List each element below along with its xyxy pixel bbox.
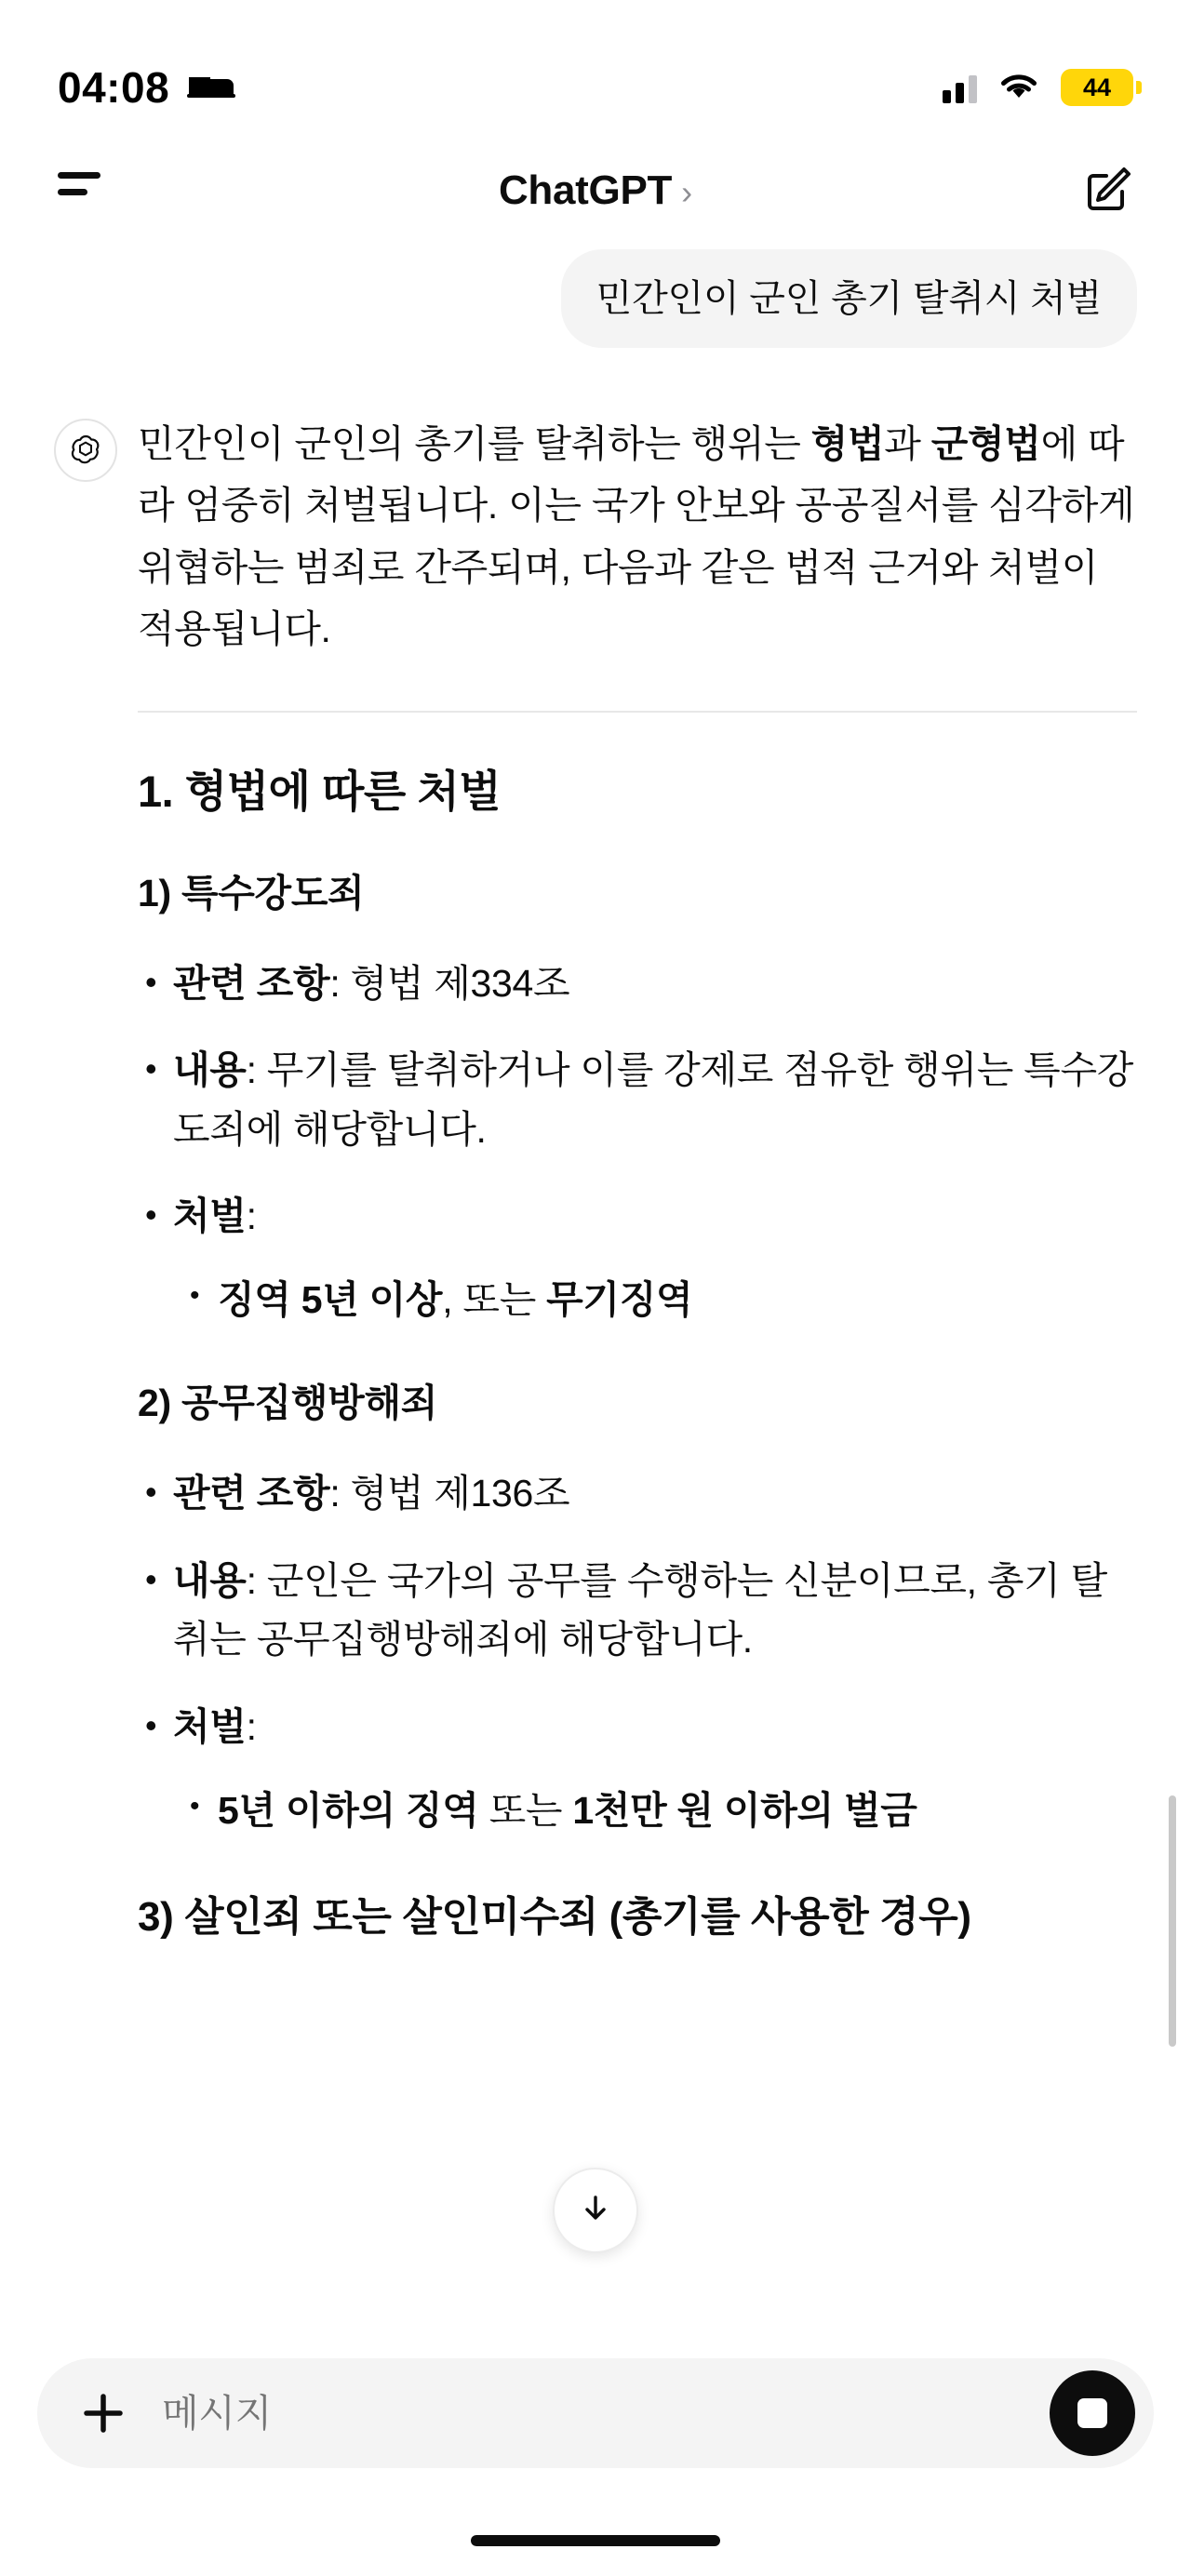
subsection-2-penalty-list bbox=[173, 1782, 1137, 1841]
penalty-bold-2: 무기징역 bbox=[546, 1277, 693, 1321]
bullet-text: : 무기를 탈취하거나 이를 강제로 점유한 행위는 특수강도죄에 해당합니다. bbox=[173, 1048, 1134, 1151]
list-item bbox=[138, 954, 1137, 1014]
penalty-bold-2: 1천만 원 이하의 벌금 bbox=[572, 1788, 917, 1832]
status-time: 04:08 bbox=[58, 63, 170, 112]
arrow-down-icon bbox=[577, 2190, 614, 2232]
subsection-1-penalty-list bbox=[173, 1271, 1137, 1330]
bullet-label: 관련 조항 bbox=[173, 1472, 330, 1515]
chevron-right-icon: › bbox=[681, 172, 693, 211]
subsection-3-heading: 3) 살인죄 또는 살인미수죄 (총기를 사용한 경우) bbox=[138, 1894, 971, 1941]
bullet-text: : bbox=[246, 1705, 257, 1748]
intro-bold-1: 형법 bbox=[810, 422, 885, 465]
bullet-text: : 군인은 국가의 공무를 수행하는 신분이므로, 총기 탈취는 공무집행방해죄에 해당합니다. bbox=[173, 1558, 1107, 1662]
battery-indicator bbox=[1061, 69, 1133, 106]
penalty-mid: 또는 bbox=[478, 1788, 573, 1832]
section-1-heading: 1. 형법에 따른 처벌 bbox=[138, 766, 502, 816]
home-indicator bbox=[471, 2535, 720, 2546]
status-bar-left bbox=[58, 62, 236, 113]
wifi-icon bbox=[997, 70, 1040, 106]
bullet-label: 처벌 bbox=[173, 1195, 247, 1238]
battery-percent: 44 bbox=[1082, 73, 1112, 101]
bullet-text: : 형법 제334조 bbox=[329, 961, 570, 1005]
stop-square-icon bbox=[1077, 2398, 1107, 2428]
nav-bar bbox=[0, 140, 1191, 242]
section-divider bbox=[138, 711, 1137, 713]
scrollbar[interactable] bbox=[1169, 1795, 1176, 2047]
list-item bbox=[138, 1552, 1137, 1670]
intro-text-3: 에 따라 엄중히 처벌됩니다. 이는 국가 안보와 공공질서를 심각하게 위협하는 범죄로 간주되며, 다음과 같은 법적 근거와 처벌이 적용됩니다. bbox=[138, 422, 1135, 651]
conversation-scroll-area[interactable] bbox=[0, 240, 1191, 2342]
bullet-text: : 형법 제136조 bbox=[329, 1472, 570, 1515]
penalty-bold-1: 5년 이하의 징역 bbox=[218, 1788, 479, 1832]
signal-bars-icon bbox=[943, 72, 977, 103]
list-item bbox=[138, 1187, 1137, 1329]
subsection-1-heading: 1) 특수강도죄 bbox=[138, 871, 365, 914]
compose-new-chat-icon[interactable] bbox=[1083, 164, 1133, 219]
hamburger-menu-icon[interactable] bbox=[58, 172, 110, 209]
penalty-mid: , 또는 bbox=[442, 1277, 547, 1321]
user-message-row bbox=[54, 249, 1137, 348]
list-item bbox=[138, 1464, 1137, 1524]
list-item bbox=[173, 1271, 1137, 1330]
status-bar bbox=[0, 0, 1191, 140]
list-item bbox=[173, 1782, 1137, 1841]
plus-icon[interactable] bbox=[71, 2381, 136, 2446]
bullet-label: 내용 bbox=[173, 1558, 247, 1602]
bullet-label: 내용 bbox=[173, 1048, 247, 1092]
assistant-message-row bbox=[54, 413, 1137, 1942]
stop-generating-button[interactable] bbox=[1050, 2370, 1135, 2456]
page-title[interactable] bbox=[0, 167, 1191, 214]
bullet-label: 관련 조항 bbox=[173, 961, 330, 1005]
composer-bar bbox=[0, 2342, 1191, 2576]
message-input[interactable] bbox=[136, 2391, 1050, 2436]
status-bar-right bbox=[943, 69, 1133, 106]
bullet-label: 처벌 bbox=[173, 1705, 247, 1748]
list-item bbox=[138, 1041, 1137, 1159]
subsection-1-bullet-list bbox=[138, 954, 1137, 1330]
composer[interactable] bbox=[37, 2358, 1154, 2468]
intro-bold-2: 군형법 bbox=[930, 422, 1041, 465]
intro-text-2: 과 bbox=[884, 422, 931, 465]
penalty-bold-1: 징역 5년 이상 bbox=[218, 1277, 443, 1321]
list-item bbox=[138, 1698, 1137, 1840]
subsection-2-heading: 2) 공무집행방해죄 bbox=[138, 1381, 438, 1425]
assistant-message-body bbox=[138, 413, 1137, 1942]
user-message-bubble[interactable]: 민간인이 군인 총기 탈취시 처벌 bbox=[561, 249, 1137, 348]
bullet-text: : bbox=[246, 1195, 257, 1238]
scroll-to-bottom-button[interactable] bbox=[553, 2168, 638, 2253]
sleep-focus-bed-icon bbox=[186, 70, 236, 106]
intro-text-1: 민간인이 군인의 총기를 탈취하는 행위는 bbox=[138, 422, 811, 465]
assistant-intro-paragraph bbox=[138, 413, 1137, 661]
subsection-2-bullet-list bbox=[138, 1464, 1137, 1840]
openai-logo-icon bbox=[54, 419, 117, 482]
nav-title-label: ChatGPT bbox=[498, 167, 673, 213]
